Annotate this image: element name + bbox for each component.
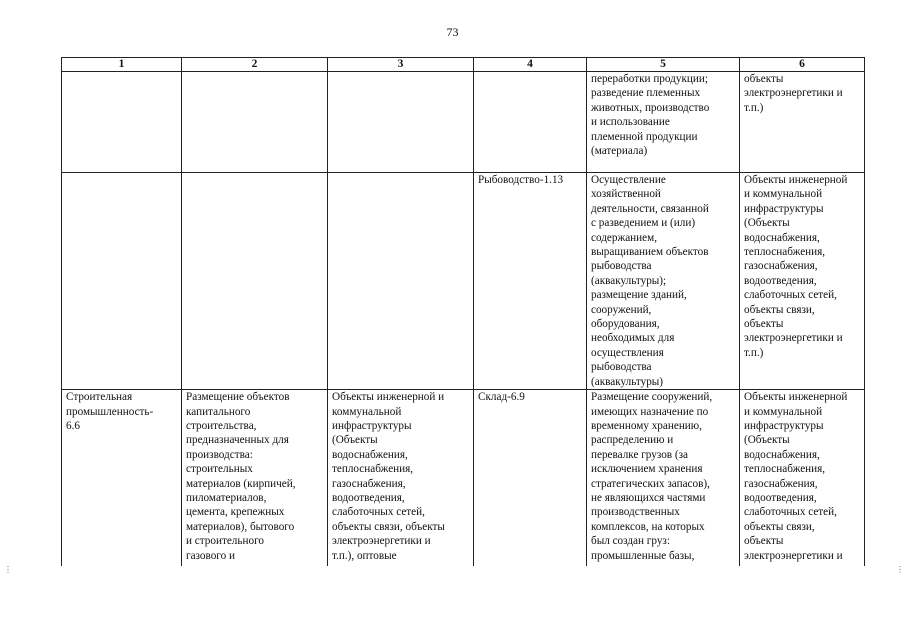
page-number: 73	[446, 25, 459, 39]
table-cell	[182, 72, 328, 173]
column-header: 1	[62, 58, 182, 72]
table-cell: Объекты инженерной и коммунальной инфраструктуры (Объекты водоснабжения, теплоснабжения, газоснабжения, водоотведения, слаботочных сетей, объекты связи, объекты электроэнергетики и т.п.), оптовые	[328, 390, 474, 567]
table-cell	[474, 72, 587, 173]
column-header: 4	[474, 58, 587, 72]
scan-edge-mark: ⋮	[4, 565, 12, 574]
table-cell: объекты электроэнергетики и т.п.)	[740, 72, 865, 173]
table-cell	[62, 72, 182, 173]
table-cell: Склад-6.9	[474, 390, 587, 567]
table-cell	[182, 173, 328, 390]
table-row	[62, 173, 865, 390]
table-header-row	[62, 58, 865, 72]
column-header: 5	[587, 58, 740, 72]
column-header: 3	[328, 58, 474, 72]
table-cell: Объекты инженерной и коммунальной инфраструктуры (Объекты водоснабжения, теплоснабжения, газоснабжения, водоотведения, слаботочных сетей, объекты связи, объекты электроэнергетики и	[740, 390, 865, 567]
table-cell: Осуществление хозяйственной деятельности, связанной с разведением и (или) содержанием, выращиванием объектов рыбоводства (аквакультуры); размещение зданий, сооружений, оборудования, необходимых для осуществления рыбоводства (аквакультуры)	[587, 173, 740, 390]
table-cell: Размещение сооружений, имеющих назначение по временному хранению, распределению и перевалке грузов (за исключением хранения стратегических запасов), не являющихся частями производственных комплексов, на которых был создан груз: промышленные базы,	[587, 390, 740, 567]
table-cell: переработки продукции; разведение племенных животных, производство и использование племенной продукции (материала)	[587, 72, 740, 173]
table-cell	[328, 173, 474, 390]
table-cell: Объекты инженерной и коммунальной инфраструктуры (Объекты водоснабжения, теплоснабжения, газоснабжения, водоотведения, слаботочных сетей, объекты связи, объекты электроэнергетики и т.п.)	[740, 173, 865, 390]
table-row	[62, 390, 865, 567]
table-row	[62, 72, 865, 173]
table-cell	[328, 72, 474, 173]
table-cell	[62, 173, 182, 390]
table-cell: Размещение объектов капитального строительства, предназначенных для производства: строительных материалов (кирпичей, пиломатериалов, цемента, крепежных материалов), бытового и строительного газового и	[182, 390, 328, 567]
column-header: 6	[740, 58, 865, 72]
column-header: 2	[182, 58, 328, 72]
scan-edge-mark: ⋮	[896, 565, 904, 574]
table-cell: Рыбоводство-1.13	[474, 173, 587, 390]
table-cell: Строительная промышленность- 6.6	[62, 390, 182, 567]
land-use-table	[61, 57, 865, 566]
